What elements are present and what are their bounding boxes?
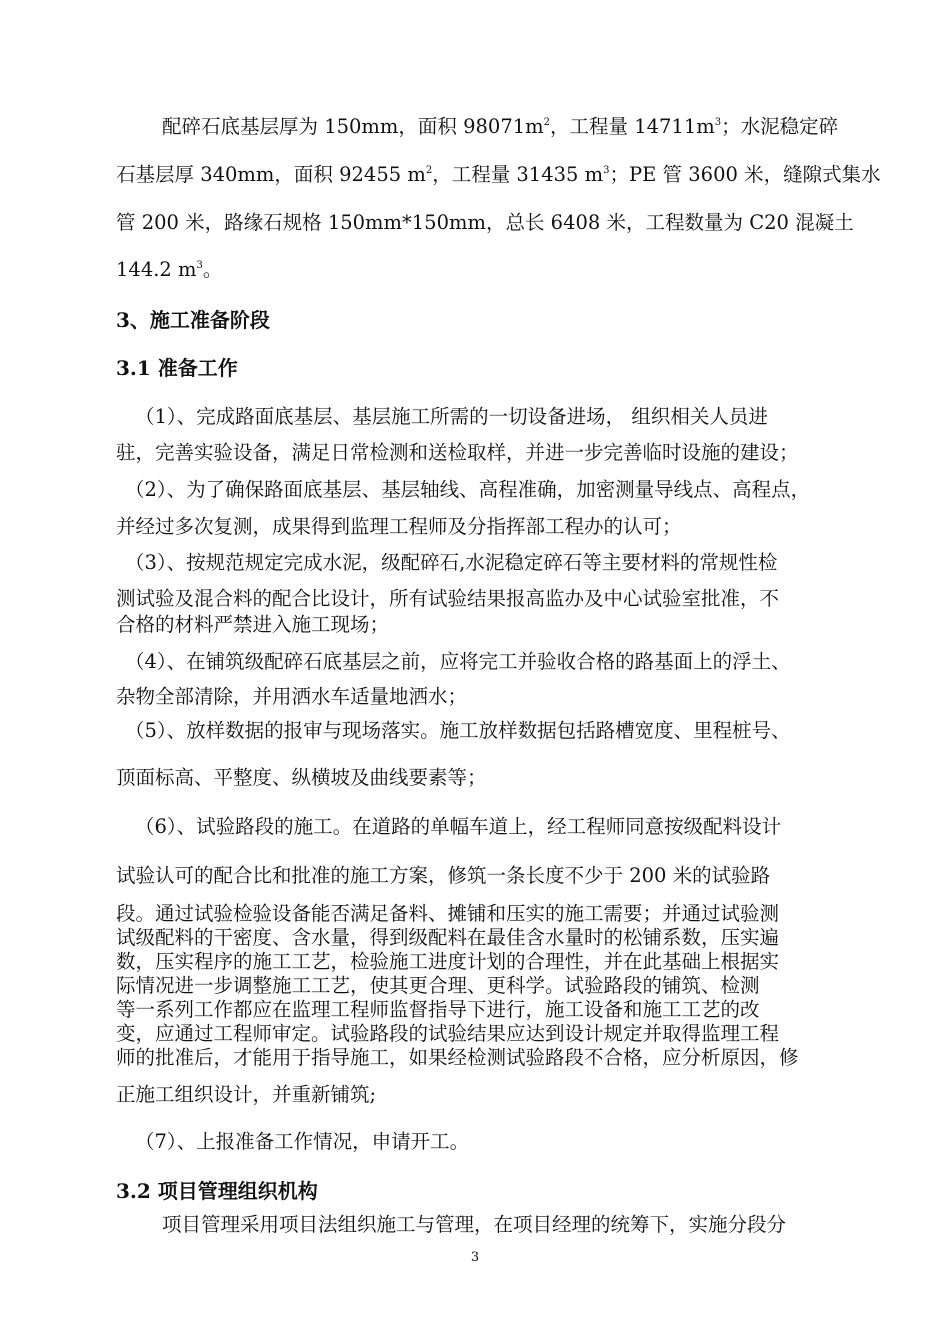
intro-line-3: 管 200 米，路缘石规格 150mm*150mm，总长 6408 米，工程数量为 C20 混凝土 xyxy=(116,211,854,234)
section-heading-3-1: 3.1 准备工作 xyxy=(116,356,238,380)
item-3-line-1: （3）、按规范规定完成水泥，级配碎石,水泥稳定碎石等主要材料的常规性检 xyxy=(125,551,778,574)
item-2-line-1: （2）、为了确保路面底基层、基层轴线、高程准确，加密测量导线点、高程点， xyxy=(125,478,811,501)
item-6-line-10: 正施工组织设计，并重新铺筑; xyxy=(116,1083,377,1106)
item-6-line-6: 际情况进一步调整施工工艺，使其更合理、更科学。试验路段的铺筑、检测 xyxy=(116,974,760,997)
item-6-line-1: （6）、试验路段的施工。在道路的单幅车道上，经工程师同意按级配料设计 xyxy=(135,815,782,838)
item-7-line-1: （7）、上报准备工作情况，申请开工。 xyxy=(135,1130,470,1153)
item-6-line-7: 等一系列工作都应在监理工程师监督指导下进行，施工设备和施工工艺的改 xyxy=(116,998,760,1021)
item-4-line-2: 杂物全部清除，并用洒水车适量地洒水； xyxy=(116,685,468,708)
section-heading-3: 3、施工准备阶段 xyxy=(116,308,270,332)
item-6-line-2: 试验认可的配合比和批准的施工方案，修筑一条长度不少于 200 米的试验路 xyxy=(116,864,771,887)
intro-line-2: 石基层厚 340mm，面积 92455 $m^2$，工程量 31435 $m^3$；PE 管 3600 米，缝隙式集水 xyxy=(116,163,881,186)
item-6-line-8: 变，应通过工程师审定。试验路段的试验结果应达到设计规定并取得监理工程 xyxy=(116,1022,780,1045)
intro-line-1: 配碎石底基层厚为 150mm，面积 $98071m^2$，工程量 $14711m^3$；水泥稳定碎 xyxy=(162,115,839,138)
paragraph-line: 项目管理采用项目法组织施工与管理，在项目经理的统筹下，实施分段分 xyxy=(162,1213,787,1236)
intro-line-4: 144.2 $m^3$。 xyxy=(116,258,223,281)
item-3-line-3: 合格的材料严禁进入施工现场； xyxy=(116,613,390,636)
item-1-line-2: 驻，完善实验设备，满足日常检测和送检取样，并进一步完善临时设施的建设； xyxy=(116,441,799,464)
item-4-line-1: （4）、在铺筑级配碎石底基层之前，应将完工并验收合格的路基面上的浮土、 xyxy=(125,650,791,673)
section-heading-3-2: 3.2 项目管理组织机构 xyxy=(116,1179,318,1203)
item-6-line-5: 数，压实程序的施工工艺，检验施工进度计划的合理性，并在此基础上根据实 xyxy=(116,950,780,973)
item-5-line-2: 顶面标高、平整度、纵横坡及曲线要素等； xyxy=(116,766,487,789)
item-5-line-1: （5）、放样数据的报审与现场落实。施工放样数据包括路槽宽度、里程桩号、 xyxy=(125,719,791,742)
item-3-line-2: 测试验及混合料的配合比设计，所有试验结果报高监办及中心试验室批准，不 xyxy=(116,587,780,610)
item-1-line-1: （1）、完成路面底基层、基层施工所需的一切设备进场， 组织相关人员进 xyxy=(135,405,768,428)
page-number: 3 xyxy=(470,1250,480,1265)
item-2-line-2: 并经过多次复测，成果得到监理工程师及分指挥部工程办的认可； xyxy=(116,515,682,538)
item-6-line-4: 试级配料的干密度、含水量，得到级配料在最佳含水量时的松铺系数，压实遍 xyxy=(116,926,780,949)
item-6-line-9: 师的批准后，才能用于指导施工，如果经检测试验路段不合格，应分析原因，修 xyxy=(116,1046,799,1069)
item-6-line-3: 段。通过试验检验设备能否满足备料、摊铺和压实的施工需要；并通过试验测 xyxy=(116,902,780,925)
